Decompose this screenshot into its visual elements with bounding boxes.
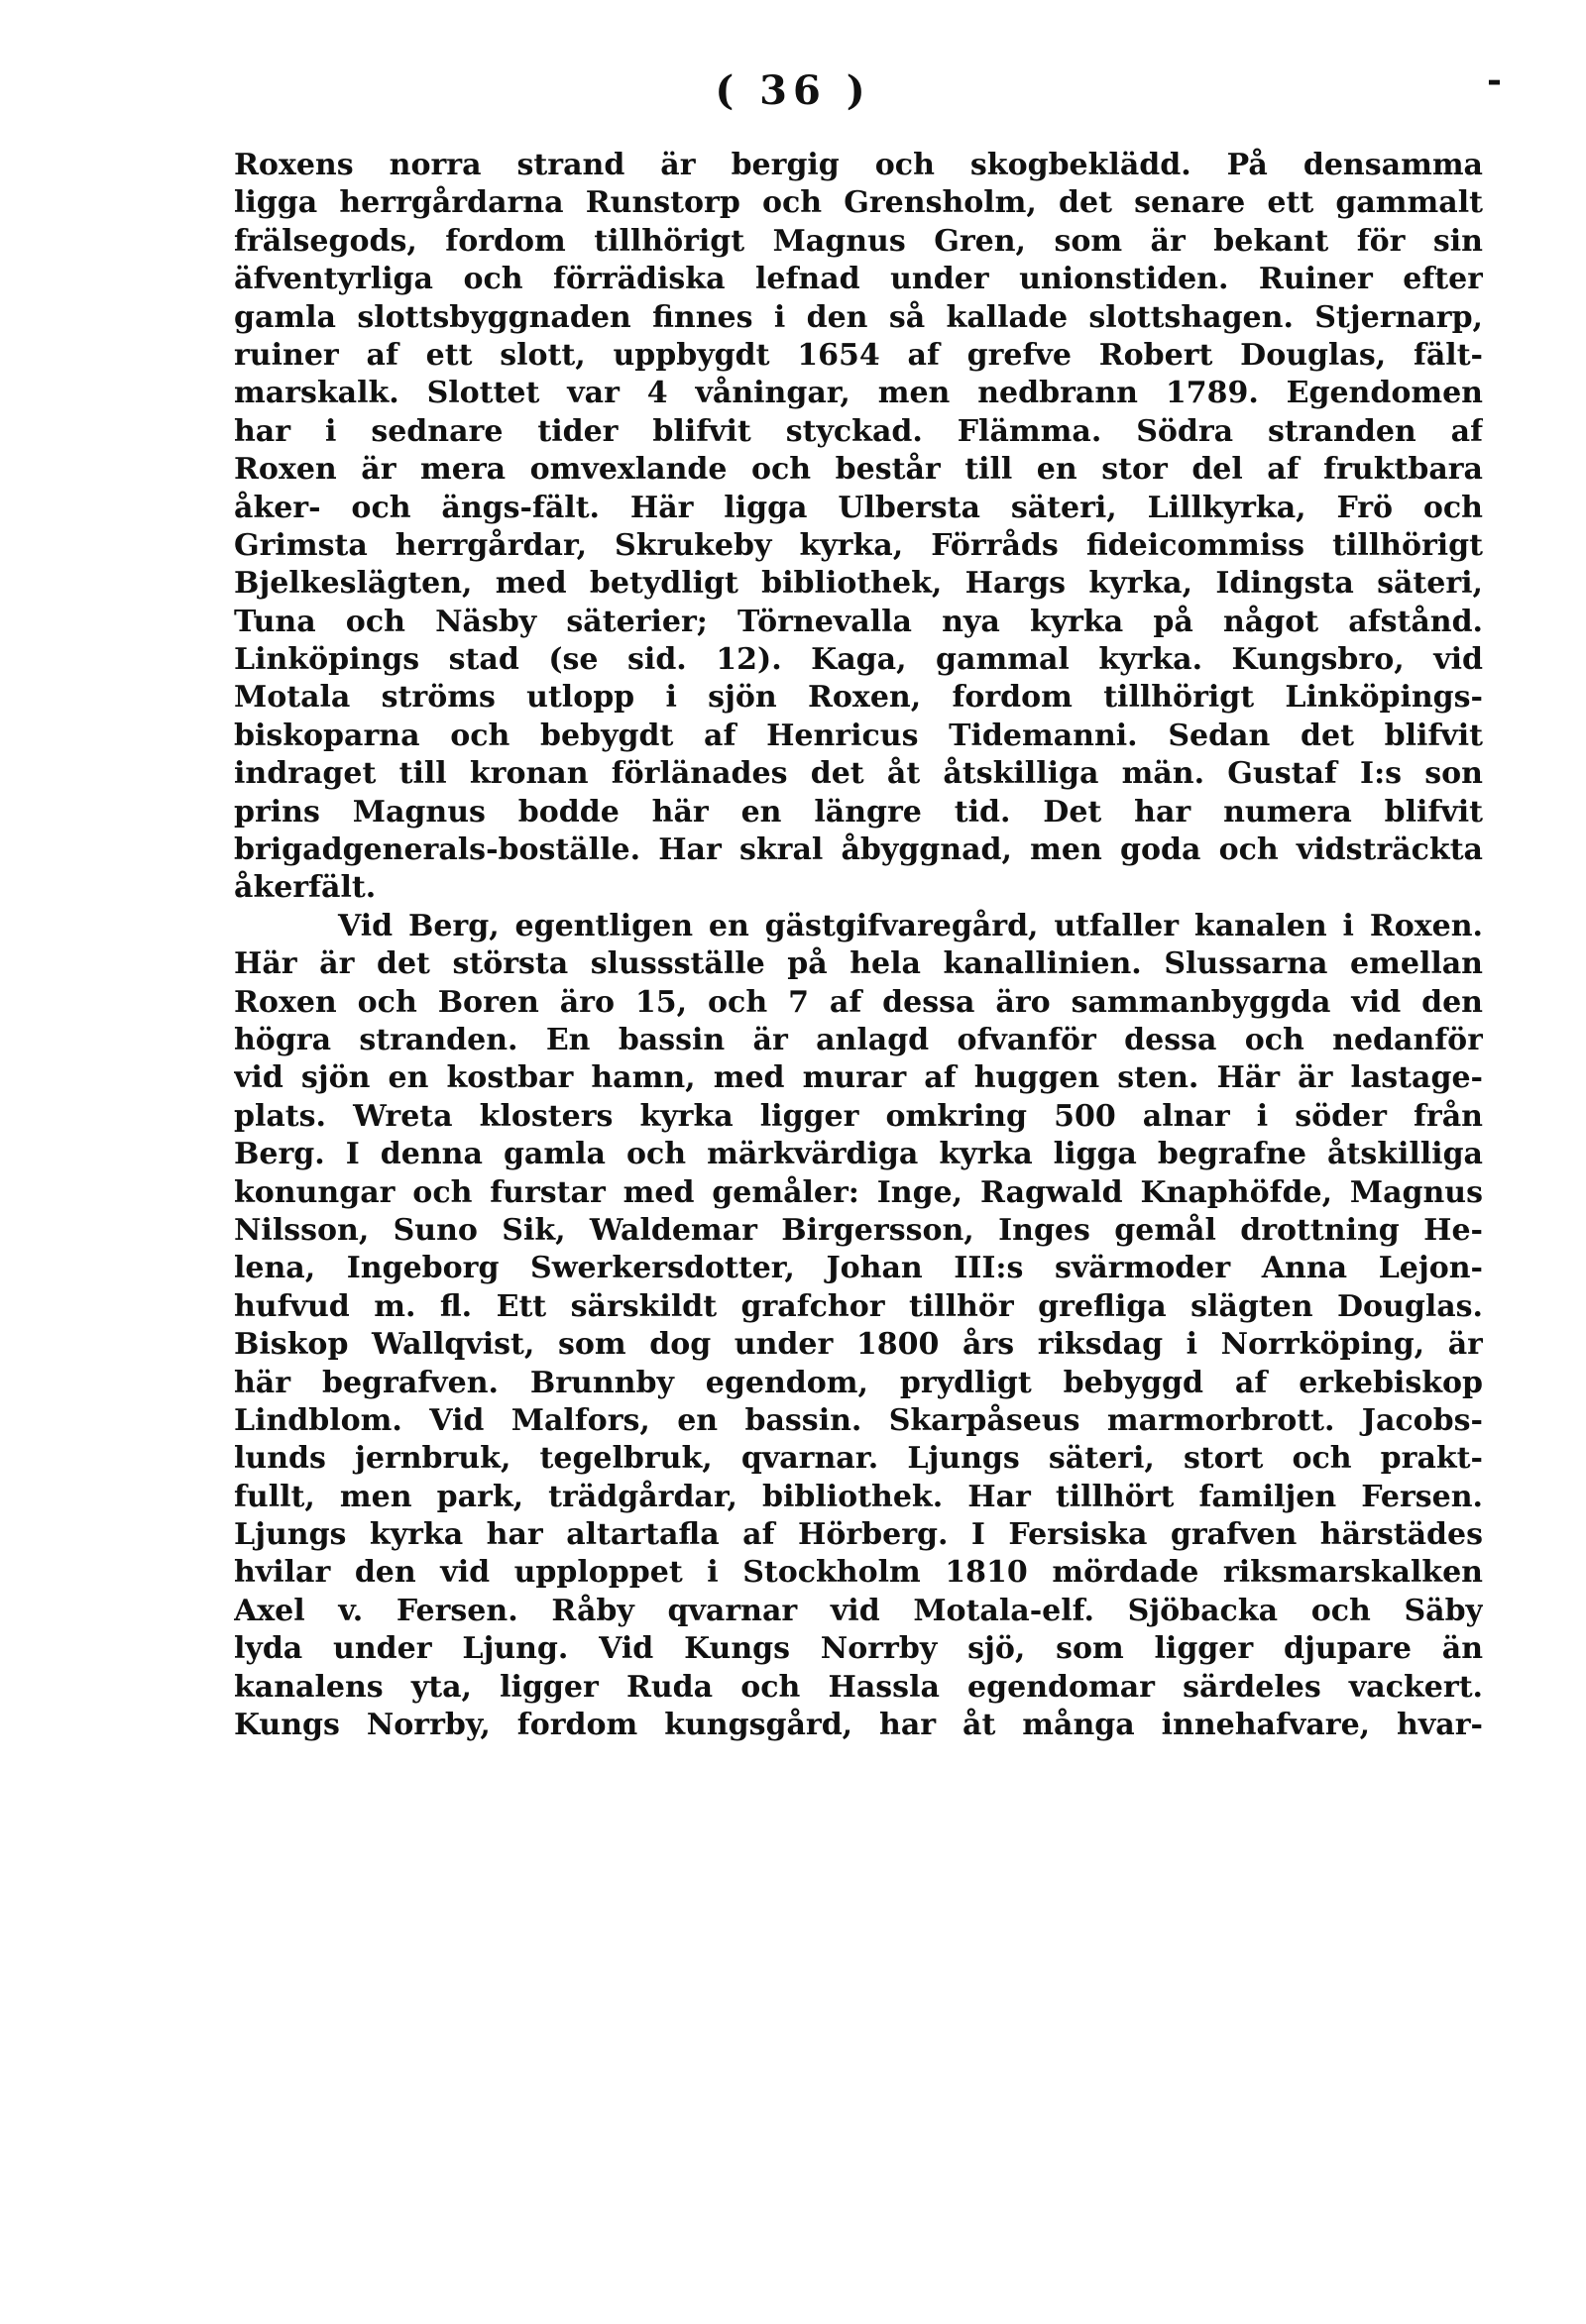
text-line: hvilar den vid upploppet i Stockholm 1810 mördade riksmarskalken (234, 1555, 1483, 1591)
text-line: Roxens norra strand är bergig och skogbeklädd. På densamma (234, 148, 1483, 182)
text-line: åker- och ängs-fält. Här ligga Ulbersta säteri, Lillkyrka, Frö och (234, 490, 1483, 525)
text-line: Vid Berg, egentligen en gästgifvaregård, utfaller kanalen i Roxen. (338, 908, 1483, 943)
text-line: ligga herrgårdarna Runstorp och Grensholm, det senare ett gammalt (234, 185, 1483, 221)
text-line: Motala ströms utlopp i sjön Roxen, fordom tillhörigt Linköpings- (234, 680, 1483, 716)
text-line: högra stranden. En bassin är anlagd ofvanför dessa och nedanför (234, 1022, 1483, 1057)
corner-mark: - (1487, 59, 1502, 101)
text-line: här begrafven. Brunnby egendom, prydligt bebyggd af erkebiskop (234, 1365, 1483, 1400)
text-line: prins Magnus bodde här en längre tid. Det har numera blifvit (234, 794, 1483, 830)
text-line: Linköpings stad (se sid. 12). Kaga, gammal kyrka. Kungsbro, vid (234, 642, 1483, 678)
text-line: indraget till kronan förlänades det åt åtskilliga män. Gustaf I:s son (234, 756, 1483, 792)
text-line: ruiner af ett slott, uppbygdt 1654 af grefve Robert Douglas, fält- (234, 337, 1483, 373)
text-line: Kungs Norrby, fordom kungsgård, har åt många innehafvare, hvar- (234, 1708, 1483, 1743)
text-line: Berg. I denna gamla och märkvärdiga kyrka ligga begrafne åtskilliga (234, 1137, 1483, 1172)
text-line: gamla slottsbyggnaden finnes i den så kallade slottshagen. Stjernarp, (234, 299, 1483, 335)
text-line: marskalk. Slottet var 4 våningar, men nedbrann 1789. Egendomen (234, 376, 1483, 411)
text-line: åkerfält. (234, 870, 377, 906)
text-line: kanalens yta, ligger Ruda och Hassla egendomar särdeles vackert. (234, 1669, 1483, 1705)
text-line: frälsegods, fordom tillhörigt Magnus Gren, som är bekant för sin (234, 223, 1483, 259)
text-line: Roxen och Boren äro 15, och 7 af dessa äro sammanbyggda vid den (234, 984, 1483, 1020)
text-line: Tuna och Näsby säterier; Törnevalla nya kyrka på något afstånd. (234, 604, 1483, 639)
text-line: biskoparna och bebygdt af Henricus Tidemanni. Sedan det blifvit (234, 718, 1483, 753)
text-line: Roxen är mera omvexlande och består till en stor del af fruktbara (234, 452, 1483, 488)
page-number: ( 36 ) (715, 67, 871, 114)
text-line: vid sjön en kostbar hamn, med murar af huggen sten. Här är lastage- (234, 1060, 1483, 1096)
text-line: lena, Ingeborg Swerkersdotter, Johan III:s svärmoder Anna Lejon- (234, 1251, 1483, 1286)
text-line: Nilsson, Suno Sik, Waldemar Birgersson, Inges gemål drottning He- (234, 1212, 1483, 1248)
text-line: Här är det största slussställe på hela kanallinien. Slussarna emellan (234, 946, 1483, 982)
text-line: Biskop Wallqvist, som dog under 1800 års riksdag i Norrköping, är (234, 1327, 1483, 1363)
body-text (234, 147, 1483, 1744)
text-line: äfventyrliga och förrädiska lefnad under unionstiden. Ruiner efter (234, 262, 1483, 297)
text-line: hufvud m. fl. Ett särskildt grafchor tillhör grefliga slägten Douglas. (234, 1288, 1483, 1324)
text-line: Lindblom. Vid Malfors, en bassin. Skarpåseus marmorbrott. Jacobs- (234, 1402, 1483, 1438)
text-line: har i sednare tider blifvit styckad. Flämma. Södra stranden af (234, 413, 1483, 449)
text-line: Axel v. Fersen. Råby qvarnar vid Motala-elf. Sjöbacka och Säby (234, 1593, 1483, 1628)
text-line: lyda under Ljung. Vid Kungs Norrby sjö, som ligger djupare än (234, 1631, 1483, 1667)
text-line: Bjelkeslägten, med betydligt bibliothek, Hargs kyrka, Idingsta säteri, (234, 566, 1483, 602)
text-line: fullt, men park, trädgårdar, bibliothek. Har tillhört familjen Fersen. (234, 1479, 1483, 1514)
text-line: lunds jernbruk, tegelbruk, qvarnar. Ljungs säteri, stort och prakt- (234, 1441, 1483, 1477)
text-line: brigadgenerals-boställe. Har skral åbyggnad, men goda och vidsträckta (234, 832, 1483, 868)
text-line: Ljungs kyrka har altartafla af Hörberg. I Fersiska grafven härstädes (234, 1517, 1483, 1553)
text-line: Grimsta herrgårdar, Skrukeby kyrka, Förråds fideicommiss tillhörigt (234, 527, 1483, 563)
text-line: konungar och furstar med gemåler: Inge, Ragwald Knaphöfde, Magnus (234, 1174, 1483, 1210)
text-line: plats. Wreta klosters kyrka ligger omkring 500 alnar i söder från (234, 1098, 1483, 1134)
